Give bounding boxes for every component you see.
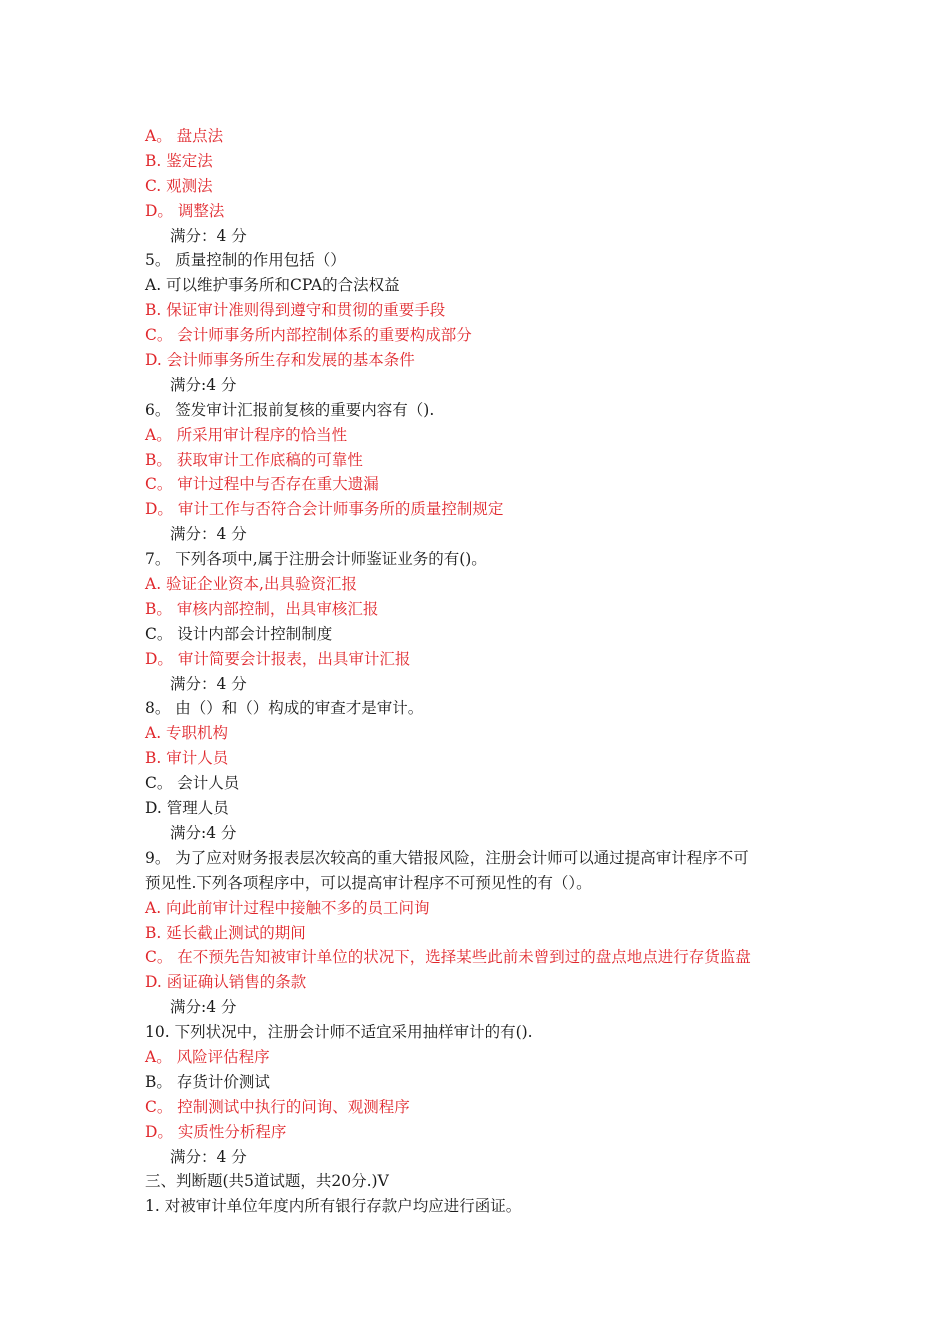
question-text: 8。 由（）和（）构成的审查才是审计。: [145, 699, 424, 718]
question-text: 9。 为了应对财务报表层次较高的重大错报风险，注册会计师可以通过提高审计程序不可: [145, 848, 749, 867]
answer-option: D。 审计简要会计报表，出具审计汇报: [145, 649, 411, 668]
question-text: 6。 签发审计汇报前复核的重要内容有（).: [145, 400, 435, 419]
answer-option: C。 会计人员: [145, 774, 240, 793]
answer-option: A。 所采用审计程序的恰当性: [145, 425, 348, 444]
answer-option: B. 鉴定法: [145, 151, 213, 170]
score-line: 满分:4 分: [170, 998, 237, 1017]
answer-option: C。 审计过程中与否存在重大遗漏: [145, 475, 379, 494]
answer-option: D. 会计师事务所生存和发展的基本条件: [145, 351, 415, 370]
answer-option: C。 会计师事务所内部控制体系的重要构成部分: [145, 326, 472, 345]
answer-option: B. 保证审计准则得到遵守和贯彻的重要手段: [145, 301, 446, 320]
section-heading: 三、判断题(共5道试题，共20分.)V: [145, 1172, 389, 1191]
answer-option: D. 管理人员: [145, 799, 229, 818]
exam-content: [145, 124, 815, 1219]
answer-option: C. 观测法: [145, 176, 213, 195]
answer-option: B。 存货计价测试: [145, 1072, 270, 1091]
answer-option: A. 专职机构: [145, 724, 229, 743]
question-text: 5。 质量控制的作用包括（）: [145, 251, 346, 270]
answer-option: D。 审计工作与否符合会计师事务所的质量控制规定: [145, 500, 504, 519]
score-line: 满分:4 分: [170, 375, 237, 394]
score-line: 满分：4 分: [170, 525, 247, 544]
answer-option: C。 在不预先告知被审计单位的状况下，选择某些此前未曾到过的盘点地点进行存货监盘: [145, 948, 751, 967]
question-text: 7。 下列各项中,属于注册会计师鉴证业务的有()。: [145, 550, 487, 569]
question-text: 1. 对被审计单位年度内所有银行存款户均应进行函证。: [145, 1197, 522, 1216]
answer-option: D. 函证确认销售的条款: [145, 973, 307, 992]
score-line: 满分：4 分: [170, 674, 247, 693]
score-line: 满分：4 分: [170, 1147, 247, 1166]
answer-option: B. 延长截止测试的期间: [145, 923, 306, 942]
answer-option: B. 审计人员: [145, 749, 229, 768]
answer-option: C。 控制测试中执行的问询、观测程序: [145, 1097, 410, 1116]
answer-option: A. 向此前审计过程中接触不多的员工问询: [145, 898, 430, 917]
score-line: 满分:4 分: [170, 823, 237, 842]
answer-option: D。 调整法: [145, 201, 225, 220]
answer-option: B。 获取审计工作底稿的可靠性: [145, 450, 363, 469]
question-text: 10. 下列状况中，注册会计师不适宜采用抽样审计的有().: [145, 1023, 533, 1042]
answer-option: A. 验证企业资本,出具验资汇报: [145, 575, 357, 594]
answer-option: A。 风险评估程序: [145, 1047, 270, 1066]
question-text: 预见性.下列各项程序中，可以提高审计程序不可预见性的有（）。: [145, 873, 592, 892]
score-line: 满分：4 分: [170, 226, 247, 245]
answer-option: D。 实质性分析程序: [145, 1122, 287, 1141]
answer-option: B。 审核内部控制，出具审核汇报: [145, 599, 379, 618]
answer-option: A. 可以维护事务所和CPA的合法权益: [145, 276, 400, 295]
answer-option: C。 设计内部会计控制制度: [145, 624, 333, 643]
answer-option: A。 盘点法: [145, 127, 224, 145]
